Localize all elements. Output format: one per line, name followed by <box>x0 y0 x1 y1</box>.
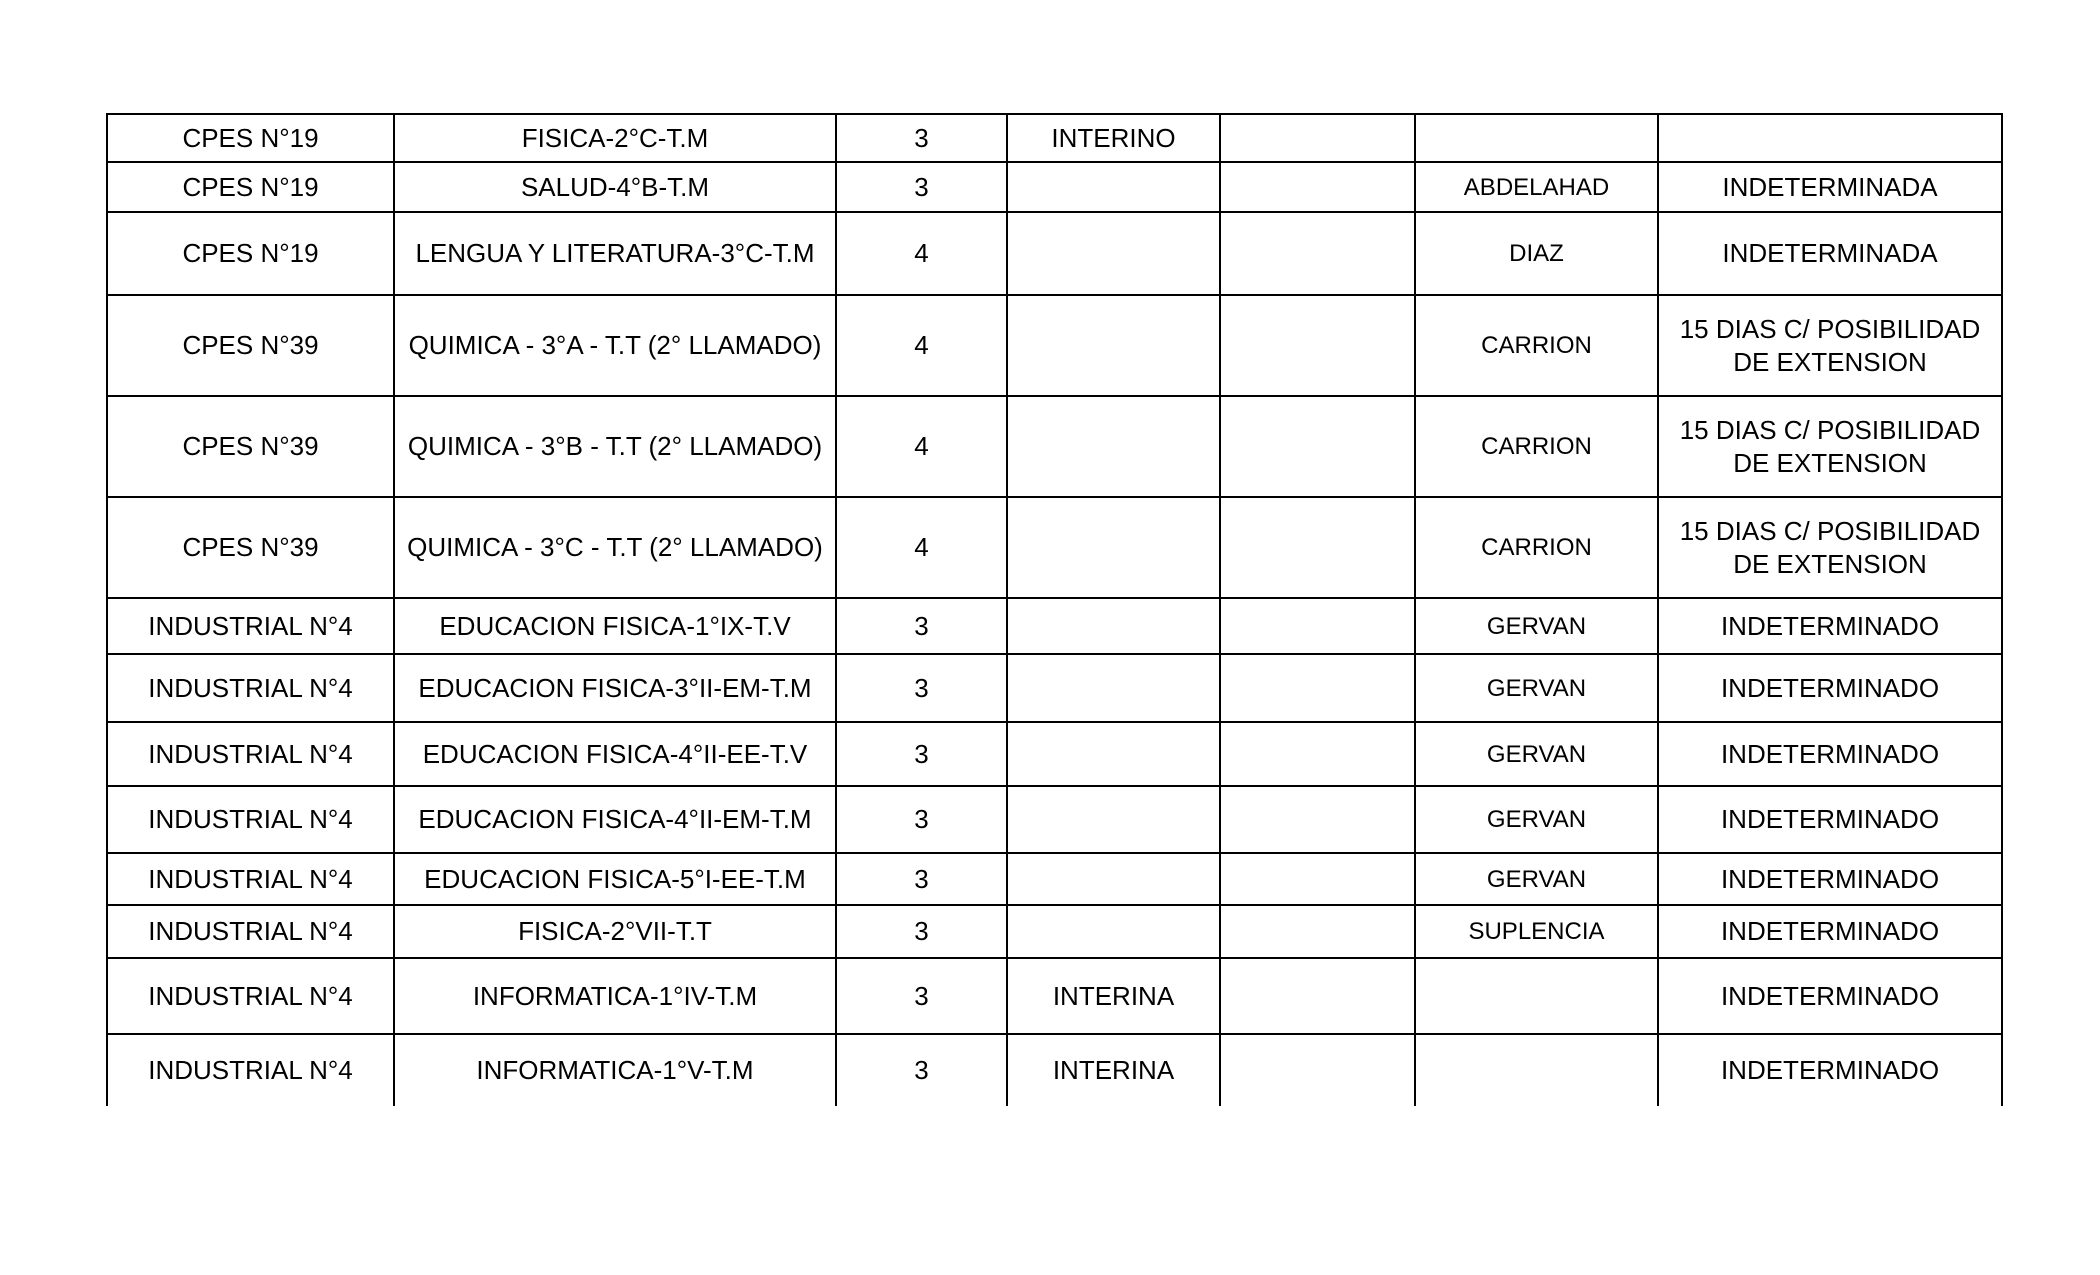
replaces-cell: GERVAN <box>1415 654 1658 722</box>
status-cell <box>1007 212 1220 295</box>
status-cell <box>1007 497 1220 598</box>
replaces-cell: GERVAN <box>1415 598 1658 654</box>
school-cell: INDUSTRIAL N°4 <box>107 905 394 958</box>
subject-cell: EDUCACION FISICA-1°IX-T.V <box>394 598 836 654</box>
table-row <box>107 1034 2002 1106</box>
status-cell <box>1007 722 1220 786</box>
status-cell <box>1007 295 1220 396</box>
table-row <box>107 654 2002 722</box>
duration-cell: INDETERMINADO <box>1658 905 2002 958</box>
duration-cell: INDETERMINADO <box>1658 722 2002 786</box>
extra-cell <box>1220 786 1415 853</box>
hours-cell: 4 <box>836 295 1007 396</box>
school-cell: CPES N°39 <box>107 396 394 497</box>
extra-cell <box>1220 853 1415 905</box>
duration-cell <box>1658 114 2002 162</box>
school-cell: INDUSTRIAL N°4 <box>107 786 394 853</box>
status-cell <box>1007 786 1220 853</box>
status-cell <box>1007 396 1220 497</box>
extra-cell <box>1220 497 1415 598</box>
subject-cell: EDUCACION FISICA-5°I-EE-T.M <box>394 853 836 905</box>
table-row <box>107 786 2002 853</box>
subject-cell: FISICA-2°C-T.M <box>394 114 836 162</box>
hours-cell: 3 <box>836 654 1007 722</box>
duration-cell: INDETERMINADO <box>1658 853 2002 905</box>
hours-cell: 4 <box>836 212 1007 295</box>
school-cell: INDUSTRIAL N°4 <box>107 853 394 905</box>
replaces-cell: GERVAN <box>1415 853 1658 905</box>
hours-cell: 3 <box>836 958 1007 1034</box>
duration-cell: INDETERMINADO <box>1658 958 2002 1034</box>
hours-cell: 3 <box>836 1034 1007 1106</box>
extra-cell <box>1220 212 1415 295</box>
replaces-cell: SUPLENCIA <box>1415 905 1658 958</box>
replaces-cell <box>1415 958 1658 1034</box>
hours-cell: 3 <box>836 786 1007 853</box>
status-cell: INTERINO <box>1007 114 1220 162</box>
table-row <box>107 598 2002 654</box>
extra-cell <box>1220 396 1415 497</box>
status-cell <box>1007 654 1220 722</box>
table-row <box>107 905 2002 958</box>
school-cell: CPES N°19 <box>107 162 394 212</box>
replaces-cell <box>1415 114 1658 162</box>
duration-cell: INDETERMINADO <box>1658 654 2002 722</box>
table-row <box>107 722 2002 786</box>
extra-cell <box>1220 958 1415 1034</box>
duration-cell: 15 DIAS C/ POSIBILIDAD DE EXTENSION <box>1658 396 2002 497</box>
subject-cell: EDUCACION FISICA-4°II-EE-T.V <box>394 722 836 786</box>
duration-cell: INDETERMINADA <box>1658 212 2002 295</box>
replaces-cell: ABDELAHAD <box>1415 162 1658 212</box>
table-row <box>107 497 2002 598</box>
hours-cell: 3 <box>836 853 1007 905</box>
table-row <box>107 162 2002 212</box>
status-cell <box>1007 853 1220 905</box>
replaces-cell: CARRION <box>1415 497 1658 598</box>
school-cell: CPES N°19 <box>107 212 394 295</box>
replaces-cell: DIAZ <box>1415 212 1658 295</box>
school-cell: CPES N°39 <box>107 497 394 598</box>
replaces-cell: GERVAN <box>1415 786 1658 853</box>
school-cell: INDUSTRIAL N°4 <box>107 1034 394 1106</box>
duration-cell: INDETERMINADO <box>1658 786 2002 853</box>
duration-cell: 15 DIAS C/ POSIBILIDAD DE EXTENSION <box>1658 295 2002 396</box>
duration-cell: 15 DIAS C/ POSIBILIDAD DE EXTENSION <box>1658 497 2002 598</box>
subject-cell: LENGUA Y LITERATURA-3°C-T.M <box>394 212 836 295</box>
subject-cell: QUIMICA - 3°C - T.T (2° LLAMADO) <box>394 497 836 598</box>
school-cell: CPES N°19 <box>107 114 394 162</box>
school-cell: CPES N°39 <box>107 295 394 396</box>
school-cell: INDUSTRIAL N°4 <box>107 654 394 722</box>
hours-cell: 3 <box>836 722 1007 786</box>
table-row <box>107 853 2002 905</box>
extra-cell <box>1220 295 1415 396</box>
extra-cell <box>1220 598 1415 654</box>
vacancies-table <box>106 113 2003 1106</box>
extra-cell <box>1220 114 1415 162</box>
extra-cell <box>1220 654 1415 722</box>
extra-cell <box>1220 722 1415 786</box>
status-cell <box>1007 598 1220 654</box>
table-row <box>107 114 2002 162</box>
hours-cell: 4 <box>836 497 1007 598</box>
duration-cell: INDETERMINADO <box>1658 598 2002 654</box>
extra-cell <box>1220 905 1415 958</box>
subject-cell: QUIMICA - 3°B - T.T (2° LLAMADO) <box>394 396 836 497</box>
table-row <box>107 295 2002 396</box>
status-cell <box>1007 905 1220 958</box>
hours-cell: 3 <box>836 162 1007 212</box>
hours-cell: 4 <box>836 396 1007 497</box>
replaces-cell: CARRION <box>1415 295 1658 396</box>
replaces-cell <box>1415 1034 1658 1106</box>
status-cell <box>1007 162 1220 212</box>
school-cell: INDUSTRIAL N°4 <box>107 598 394 654</box>
table-row <box>107 396 2002 497</box>
status-cell: INTERINA <box>1007 1034 1220 1106</box>
table-row <box>107 958 2002 1034</box>
school-cell: INDUSTRIAL N°4 <box>107 958 394 1034</box>
subject-cell: EDUCACION FISICA-4°II-EM-T.M <box>394 786 836 853</box>
hours-cell: 3 <box>836 598 1007 654</box>
school-cell: INDUSTRIAL N°4 <box>107 722 394 786</box>
extra-cell <box>1220 1034 1415 1106</box>
subject-cell: INFORMATICA-1°IV-T.M <box>394 958 836 1034</box>
subject-cell: FISICA-2°VII-T.T <box>394 905 836 958</box>
extra-cell <box>1220 162 1415 212</box>
subject-cell: QUIMICA - 3°A - T.T (2° LLAMADO) <box>394 295 836 396</box>
duration-cell: INDETERMINADO <box>1658 1034 2002 1106</box>
subject-cell: EDUCACION FISICA-3°II-EM-T.M <box>394 654 836 722</box>
subject-cell: SALUD-4°B-T.M <box>394 162 836 212</box>
replaces-cell: GERVAN <box>1415 722 1658 786</box>
hours-cell: 3 <box>836 114 1007 162</box>
replaces-cell: CARRION <box>1415 396 1658 497</box>
hours-cell: 3 <box>836 905 1007 958</box>
duration-cell: INDETERMINADA <box>1658 162 2002 212</box>
subject-cell: INFORMATICA-1°V-T.M <box>394 1034 836 1106</box>
table-row <box>107 212 2002 295</box>
status-cell: INTERINA <box>1007 958 1220 1034</box>
